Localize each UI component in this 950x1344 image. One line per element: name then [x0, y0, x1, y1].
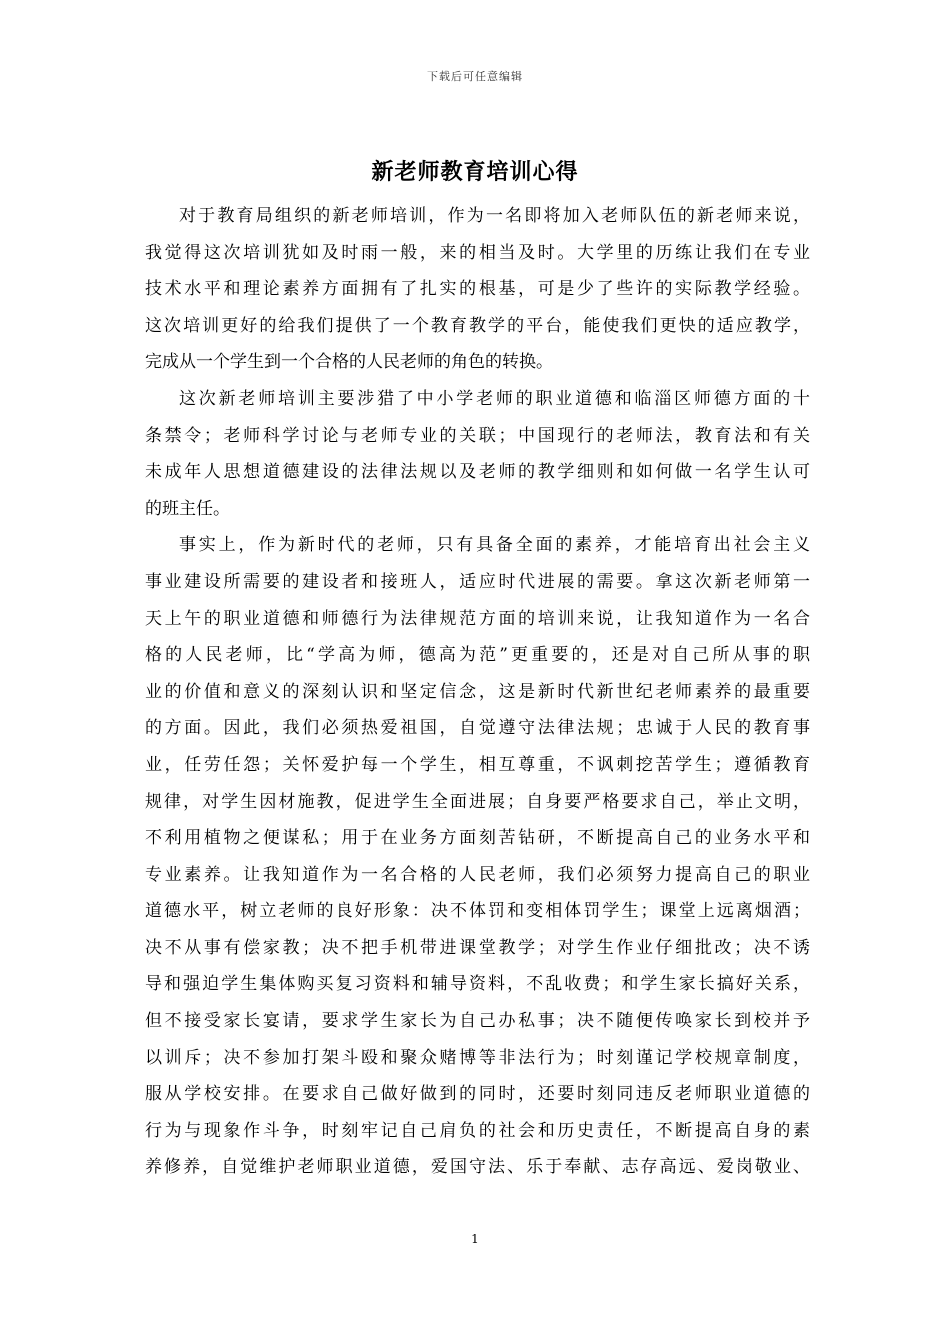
body-text-line: 技术水平和理论素养方面拥有了扎实的根基，可是少了些许的实际教学经验。 [145, 279, 810, 300]
body-text-line: 条禁令；老师科学讨论与老师专业的关联；中国现行的老师法，教育法和有关 [145, 425, 810, 446]
body-text-line: 导和强迫学生集体购买复习资料和辅导资料，不乱收费；和学生家长搞好关系， [145, 974, 810, 995]
page-header-note: 下载后可任意编辑 [427, 70, 523, 83]
body-text-line: 决不从事有偿家教；决不把手机带进课堂教学；对学生作业仔细批改；决不诱 [145, 937, 810, 958]
body-text-line: 的方面。因此，我们必须热爱祖国，自觉遵守法律法规；忠诚于人民的教育事 [145, 718, 810, 739]
body-text-line: 事实上，作为新时代的老师，只有具备全面的素养，才能培育出社会主义 [179, 535, 810, 556]
page-number: 1 [471, 1232, 479, 1246]
body-text-line: 天上午的职业道德和师德行为法律规范方面的培训来说，让我知道作为一名合 [145, 608, 810, 629]
body-text-line: 这次新老师培训主要涉猎了中小学老师的职业道德和临淄区师德方面的十 [179, 388, 810, 409]
body-text-line: 服从学校安排。在要求自己做好做到的同时，还要时刻同违反老师职业道德的 [145, 1084, 810, 1105]
body-text-line: 业，任劳任怨；关怀爱护每一个学生，相互尊重，不讽刺挖苦学生；遵循教育 [145, 754, 810, 775]
body-text-line: 对于教育局组织的新老师培训，作为一名即将加入老师队伍的新老师来说， [179, 206, 810, 226]
body-text-line: 以训斥；决不参加打架斗殴和聚众赌博等非法行为；时刻谨记学校规章制度， [145, 1047, 810, 1068]
body-text-line: 业的价值和意义的深刻认识和坚定信念，这是新时代新世纪老师素养的最重要 [145, 681, 810, 702]
body-text-line: 我觉得这次培训犹如及时雨一般，来的相当及时。大学里的历练让我们在专业 [145, 242, 810, 263]
body-text-line: 养修养，自觉维护老师职业道德，爱国守法、乐于奉献、志存高远、爱岗敬业、 [145, 1157, 810, 1178]
body-text-line: 事业建设所需要的建设者和接班人，适应时代进展的需要。拿这次新老师第一 [145, 571, 810, 592]
document-body [145, 198, 810, 1186]
body-text-line: 格的人民老师，比“学高为师，德高为范”更重要的，还是对自己所从事的职 [145, 645, 810, 666]
body-text-line: 行为与现象作斗争，时刻牢记自己肩负的社会和历史责任，不断提高自身的素 [145, 1120, 810, 1141]
body-text-line: 专业素养。让我知道作为一名合格的人民老师，我们必须努力提高自己的职业 [145, 864, 810, 885]
body-text-line: 不利用植物之便谋私；用于在业务方面刻苦钻研，不断提高自己的业务水平和 [145, 828, 810, 849]
body-text-line: 但不接受家长宴请，要求学生家长为自己办私事；决不随便传唤家长到校并予 [145, 1011, 810, 1032]
body-text-line: 规律，对学生因材施教，促进学生全面进展；自身要严格要求自己，举止文明， [145, 791, 810, 812]
body-text-line: 完成从一个学生到一个合格的人民老师的角色的转换。 [145, 352, 553, 373]
document-title: 新老师教育培训心得 [371, 159, 579, 185]
body-text-line: 道德水平，树立老师的良好形象：决不体罚和变相体罚学生；课堂上远离烟酒； [145, 901, 810, 922]
body-text-line: 的班主任。 [145, 498, 230, 519]
body-text-line: 这次培训更好的给我们提供了一个教育教学的平台，能使我们更快的适应教学， [145, 315, 810, 336]
body-text-line: 未成年人思想道德建设的法律法规以及老师的教学细则和如何做一名学生认可 [145, 462, 810, 483]
